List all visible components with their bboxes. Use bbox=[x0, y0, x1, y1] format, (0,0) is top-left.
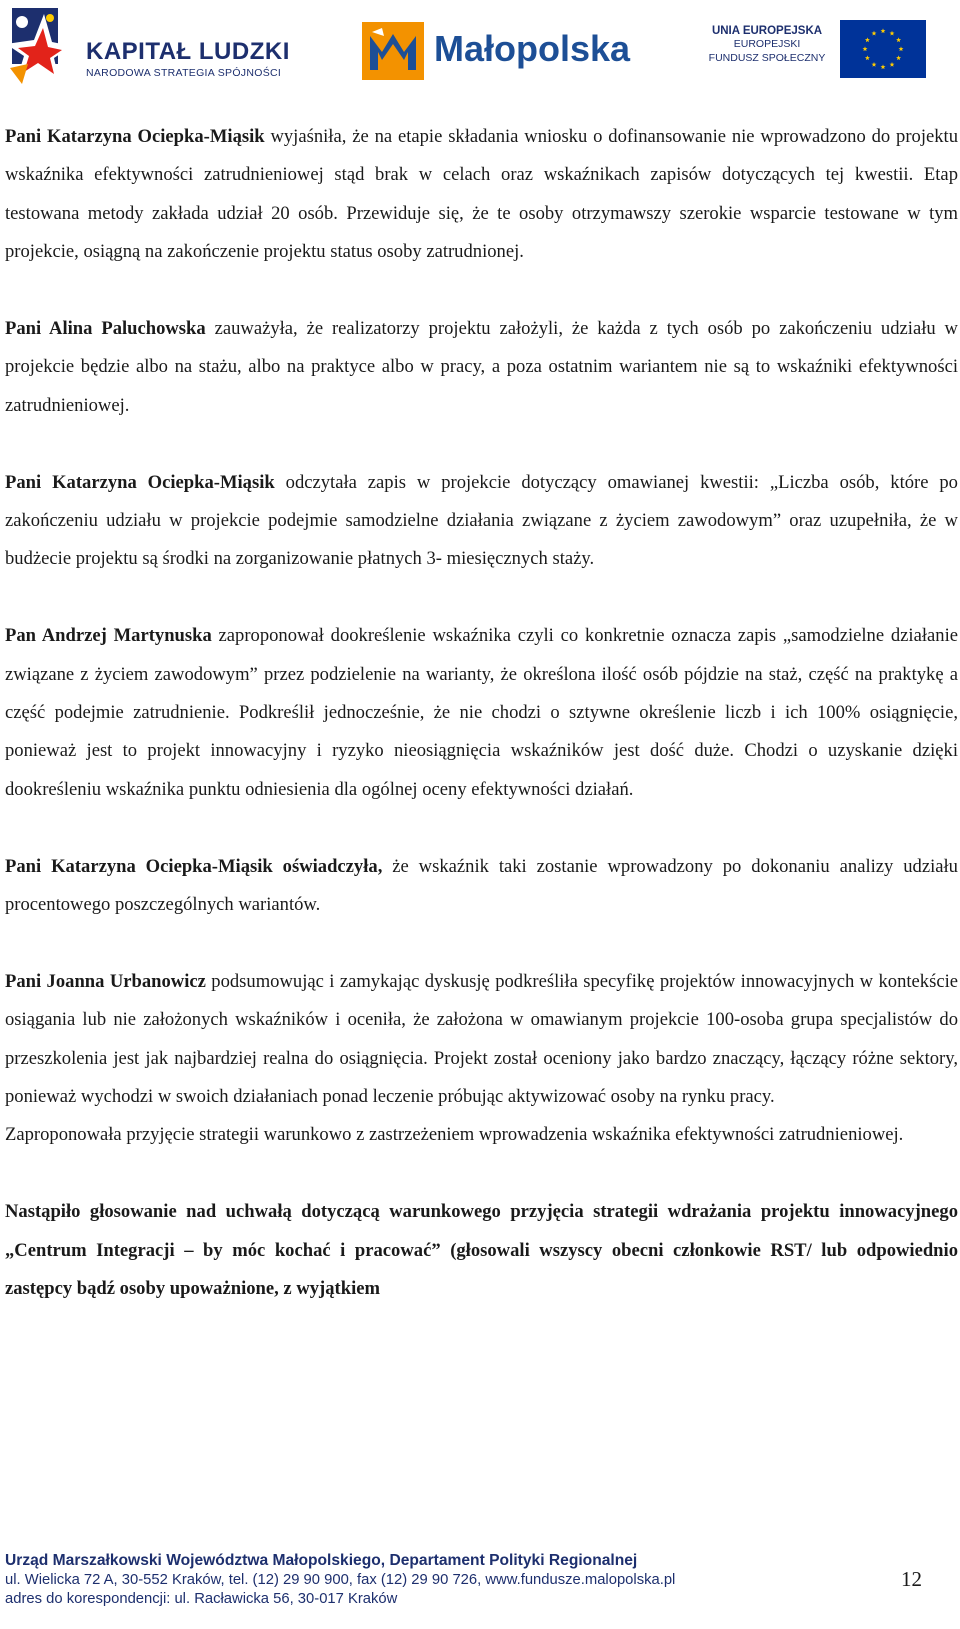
paragraph bbox=[5, 310, 958, 425]
malopolska-logo bbox=[362, 22, 662, 82]
paragraph-text: odczytała zapis w projekcie dotyczący omawianej kwestii: „Liczba osób, które po zakończeniu udziału w projekcie podejmie samodzielne działania związane z życiem zawodowym” oraz uzupełniła, że w budżecie projektu są środki na zorganizowanie płatnych 3- miesięcznych staży. bbox=[5, 471, 958, 570]
eu-line-2: EUROPEJSKI bbox=[733, 38, 801, 51]
paragraph-text: zaproponował dookreślenie wskaźnika czyli co konkretnie oznacza zapis „samodzielne działanie związane z życiem zawodowym” przez podzielenie na warianty, że określona ilość osób pójdzie na staż, część na praktykę a część podejmie zatrudnienie. Podkreślił jednocześnie, że nie chodzi o sztywne określenie liczb i ich 100% osiągnięcie, ponieważ jest to projekt innowacyjny i ryzyko nieosiągnięcia wskaźników jest dość duże. Chodzi o uzyskanie dzięki dookreśleniu wskaźnika punktu odniesienia dla ogólnej oceny efektywności działań. bbox=[5, 625, 958, 800]
eu-line-3: FUNDUSZ SPOŁECZNY bbox=[708, 51, 826, 64]
vote-paragraph bbox=[5, 1193, 958, 1308]
paragraph bbox=[5, 118, 958, 272]
eu-line-1: UNIA EUROPEJSKA bbox=[711, 25, 823, 37]
paragraph-text: podsumowując i zamykając dyskusję podkreśliła specyfikę projektów innowacyjnych w kontekście osiągania lub nie założonych wskaźników i oceniła, że założona w omawianym projekcie 100-osoba grupa specjalistów do przeszkolenia jest jak najbardziej realna do osiągnięcia. Projekt został oceniony jako bardzo znaczący, łączący różne sektory, ponieważ wychodzi w swoich działaniach ponad leczenie próbując aktywizować osoby na rynku pracy. bbox=[5, 970, 958, 1108]
malopolska-emblem-icon bbox=[362, 22, 424, 80]
logo-header bbox=[0, 0, 960, 100]
eu-logo bbox=[704, 18, 944, 88]
paragraph-text: że wskaźnik taki zostanie wprowadzony po dokonaniu analizy udziału procentowego poszczególnych wariantów. bbox=[5, 855, 958, 916]
footer-address: ul. Wielicka 72 A, 30-552 Kraków, tel. (12) 29 90 900, fax (12) 29 90 726, www.fundusze.malopolska.pl bbox=[5, 1571, 676, 1588]
page-number: 12 bbox=[901, 1567, 922, 1591]
eu-text bbox=[704, 24, 830, 65]
eu-flag-icon bbox=[840, 20, 926, 78]
speaker-name: Pani Joanna Urbanowicz bbox=[5, 970, 206, 992]
speaker-name: Pani Katarzyna Ociepka-Miąsik bbox=[5, 126, 265, 147]
paragraph bbox=[5, 617, 958, 809]
speaker-name: Pan Andrzej Martynuska bbox=[5, 625, 212, 647]
kapital-ludzki-title: KAPITAŁ LUDZKI bbox=[86, 38, 290, 65]
paragraph bbox=[5, 464, 958, 579]
kapital-ludzki-star-icon bbox=[4, 4, 74, 90]
speaker-name: Pani Katarzyna Ociepka-Miąsik bbox=[5, 471, 275, 493]
kapital-ludzki-logo bbox=[4, 4, 294, 90]
paragraph bbox=[5, 848, 958, 925]
document-body bbox=[5, 118, 958, 1347]
vote-text: Nastąpiło głosowanie nad uchwałą dotyczącą warunkowego przyjęcia strategii wdrażania projektu innowacyjnego „Centrum Integracji – by móc kochać i pracować” (głosowali wszyscy obecni członkowie RST/ lub odpowiednio zastępcy bądź osoby upoważnione, z wyjątkiem bbox=[5, 1201, 958, 1300]
speaker-name: Pani Alina Paluchowska bbox=[5, 318, 206, 340]
speaker-name: Pani Katarzyna Ociepka-Miąsik oświadczyła, bbox=[5, 855, 383, 877]
paragraph-text: wyjaśniła, że na etapie składania wniosku o dofinansowanie nie wprowadzono do projektu wskaźnika efektywności zatrudnieniowej stąd brak w celach oraz wskaźnikach zapisów dotyczących tej kwestii. Etap testowana metody zakłada udział 20 osób. Przewiduje się, że te osoby otrzymawszy szerokie wsparcie testowane w tym projekcie, osiągną na zakończenie projektu status osoby zatrudnionej. bbox=[5, 126, 958, 263]
footer bbox=[5, 1551, 905, 1610]
malopolska-name: Małopolska bbox=[434, 28, 631, 69]
footer-correspondence: adres do korespondencji: ul. Racławicka 56, 30-017 Kraków bbox=[5, 1591, 398, 1607]
paragraph-continuation: Zaproponowała przyjęcie strategii warunkowo z zastrzeżeniem wprowadzenia wskaźnika efektywności zatrudnieniowej. bbox=[5, 1124, 904, 1146]
paragraph-text: zauważyła, że realizatorzy projektu założyli, że każda z tych osób po zakończeniu udziału w projekcie będzie albo na stażu, albo na praktyce albo w pracy, a poza ostatnim wariantem nie są to wskaźniki efektywności zatrudnieniowej. bbox=[5, 318, 958, 416]
paragraph bbox=[5, 963, 958, 1117]
footer-institution: Urząd Marszałkowski Województwa Małopolskiego, Departament Polityki Regionalnej bbox=[5, 1552, 638, 1569]
kapital-ludzki-subtitle: NARODOWA STRATEGIA SPÓJNOŚCI bbox=[86, 67, 282, 79]
